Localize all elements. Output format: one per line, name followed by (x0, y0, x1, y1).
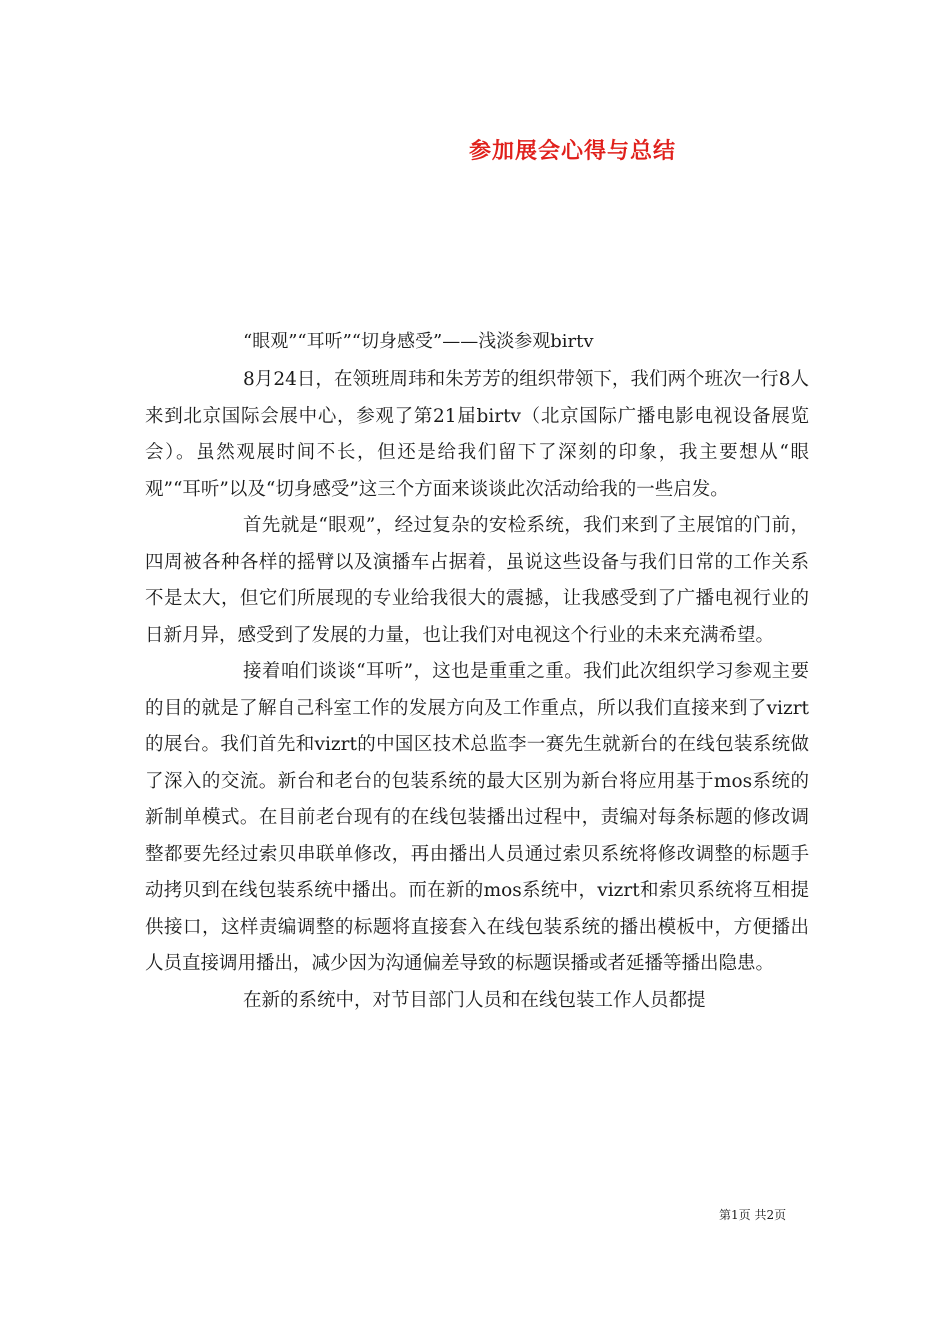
document-title: 参加展会心得与总结 (469, 138, 677, 164)
document-body (145, 362, 809, 1019)
paragraph-4: 在新的系统中，对节目部门人员和在线包装工作人员都提 (243, 989, 706, 1011)
page-number-footer: 第1页 共2页 (719, 1208, 787, 1222)
document-subtitle: “眼观”“耳听”“切身感受”——浅淡参观birtv (243, 331, 594, 352)
paragraph-1: 8月24日，在领班周玮和朱芳芳的组织带领下，我们两个班次一行8人来到北京国际会展中心，参观了第21届birtv（北京国际广播电影电视设备展览会）。虽然观展时间不长，但还是给我们留下了深刻的印象，我主要想从“眼观”“耳听”以及“切身感受”这三个方面来谈谈此次活动给我的一些启发。 (145, 369, 809, 500)
paragraph-3: 接着咱们谈谈“耳听”，这也是重重之重。我们此次组织学习参观主要的目的就是了解自己科室工作的发展方向及工作重点，所以我们直接来到了vizrt的展台。我们首先和vizrt的中国区技术总监李一赛先生就新台的在线包装系统做了深入的交流。新台和老台的包装系统的最大区别为新台将应用基于mos系统的新制单模式。在目前老台现有的在线包装播出过程中，责编对每条标题的修改调整都要先经过索贝串联单修改，再由播出人员通过索贝系统将修改调整的标题手动拷贝到在线包装系统中播出。而在新的mos系统中，vizrt和索贝系统将互相提供接口，这样责编调整的标题将直接套入在线包装系统的播出模板中，方便播出人员直接调用播出，减少因为沟通偏差导致的标题误播或者延播等播出隐患。 (145, 661, 809, 974)
paragraph-2: 首先就是“眼观”，经过复杂的安检系统，我们来到了主展馆的门前，四周被各种各样的摇臂以及演播车占据着，虽说这些设备与我们日常的工作关系不是太大，但它们所展现的专业给我很大的震撼，让我感受到了广播电视行业的日新月异，感受到了发展的力量，也让我们对电视这个行业的未来充满希望。 (145, 515, 809, 646)
